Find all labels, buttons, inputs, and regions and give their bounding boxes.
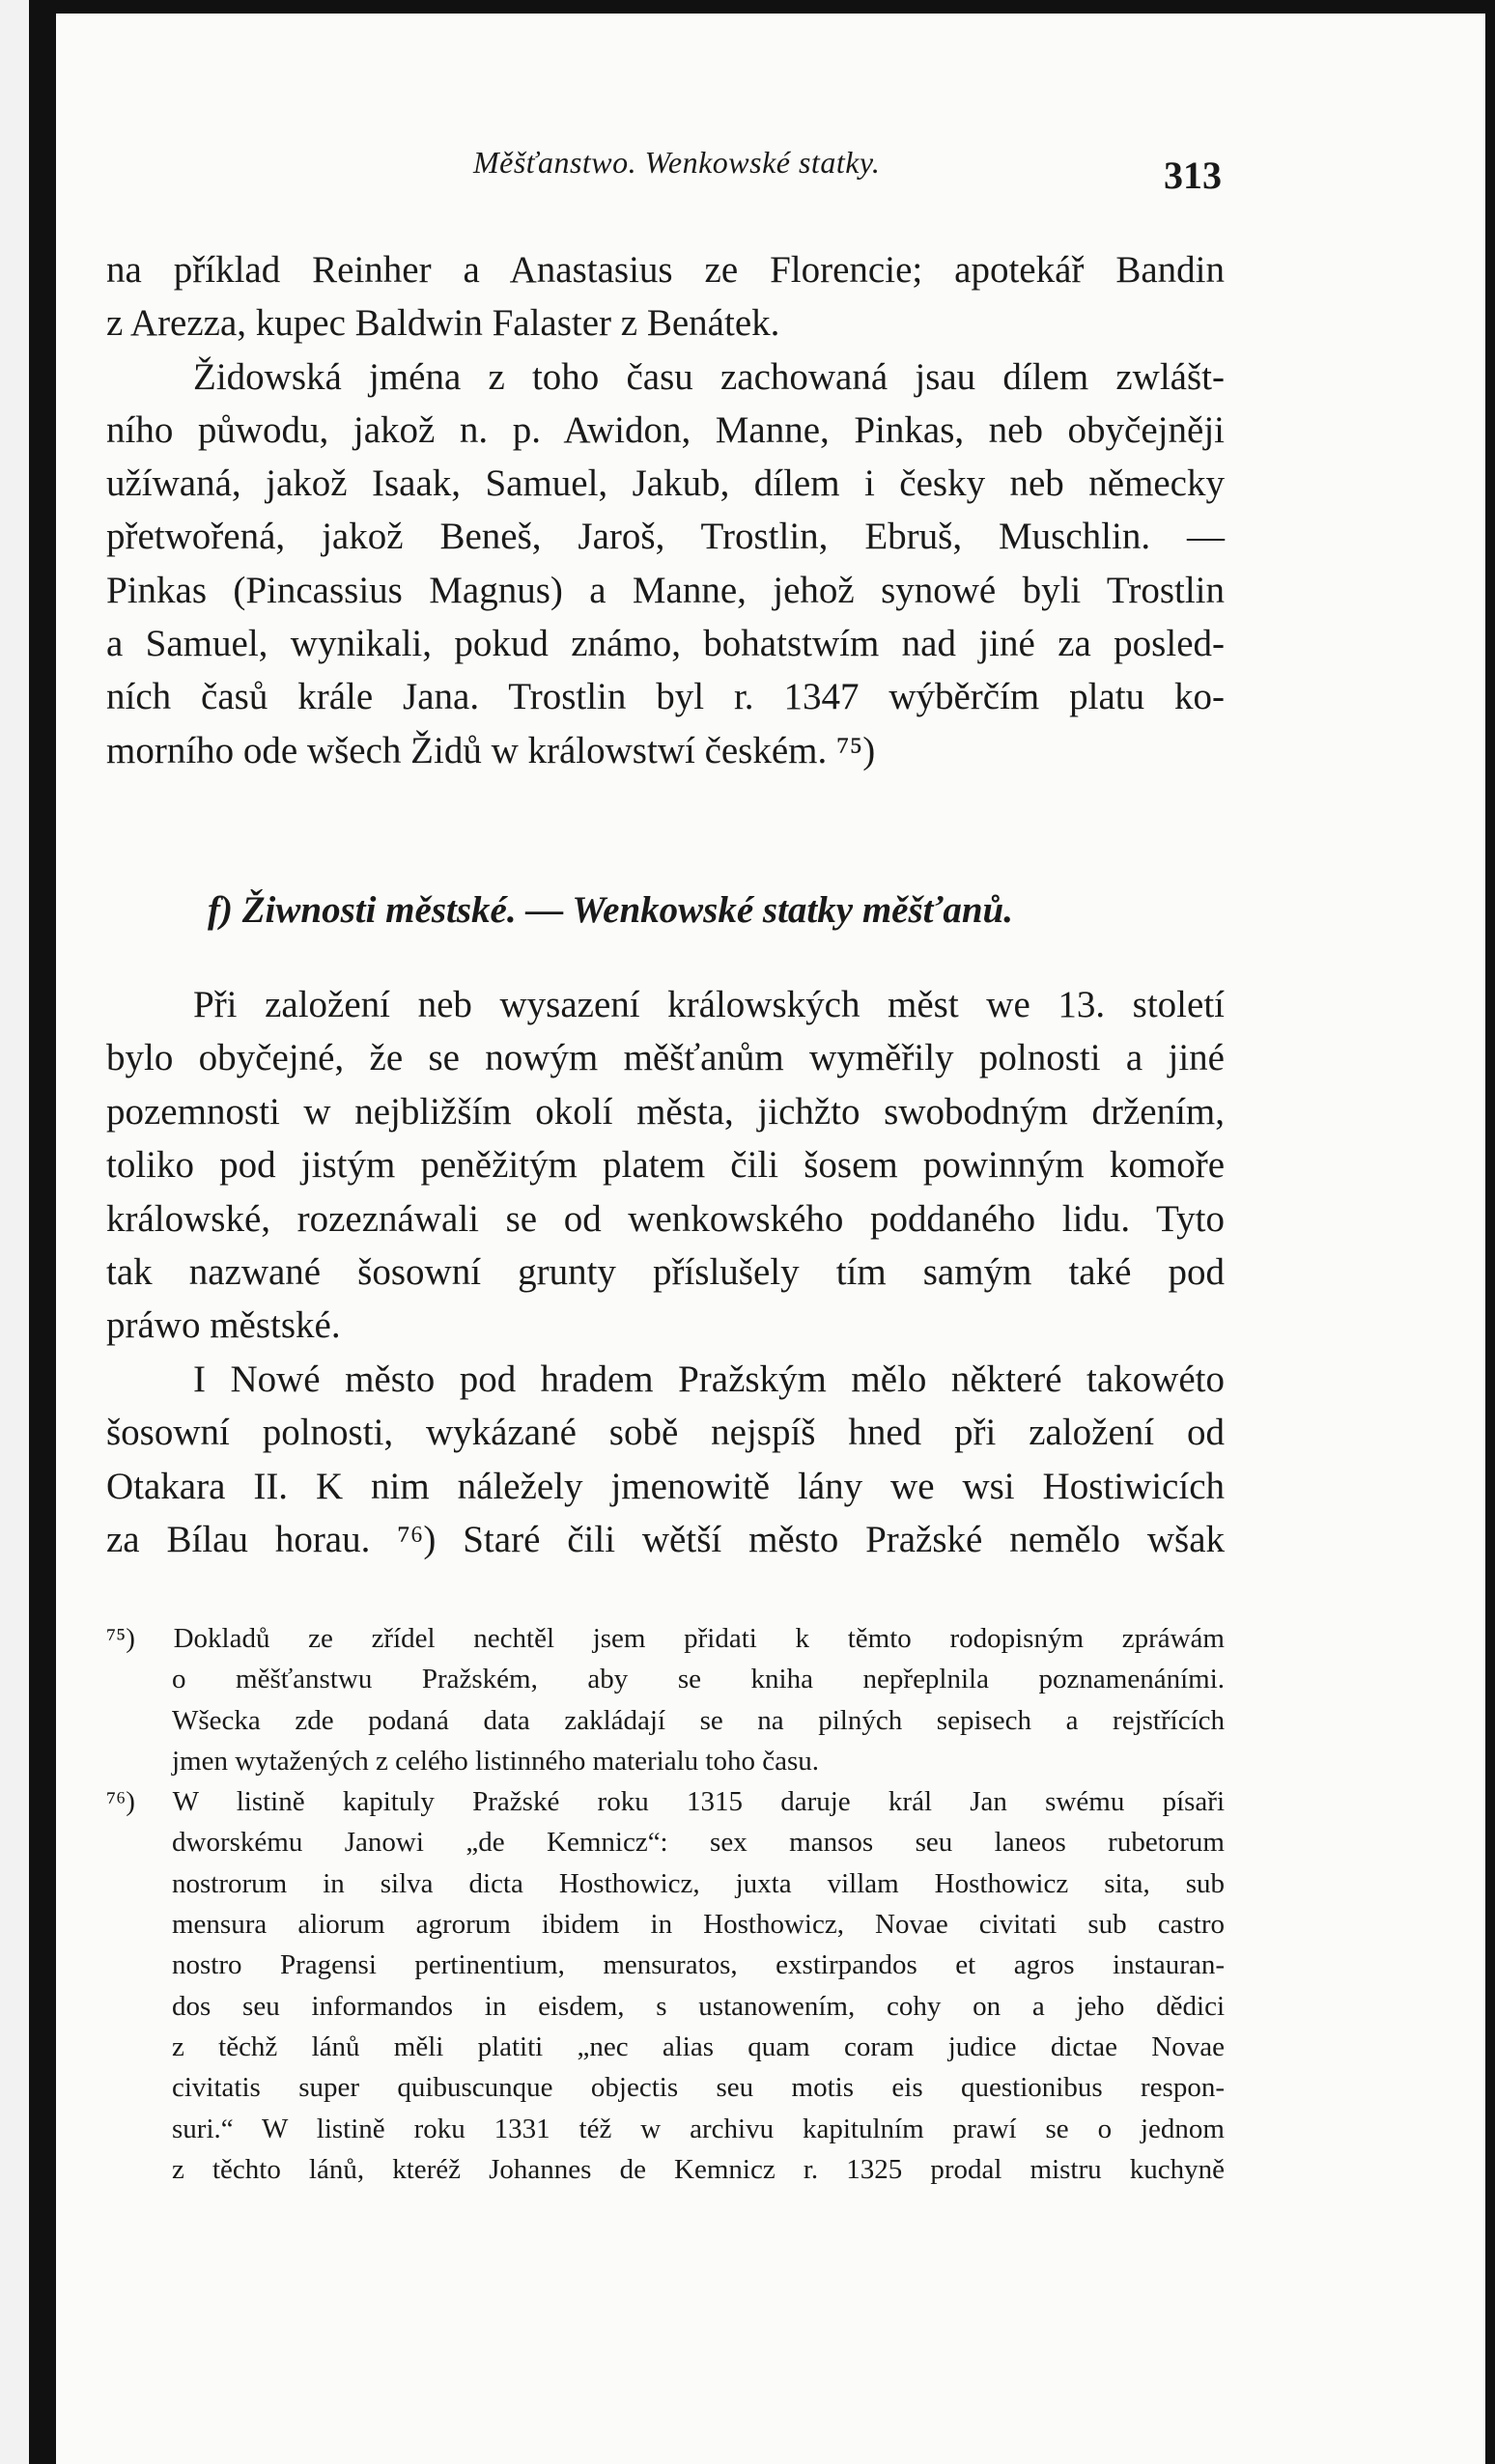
text-line: I Nowé město pod hradem Pražským mělo některé takowéto [193, 1358, 1225, 1400]
footnote-line: z těchto lánů, kteréž Johannes de Kemnicz r. 1325 prodal mistru kuchyně [172, 2153, 1225, 2185]
main-paragraphs [106, 243, 1225, 777]
text-line: tak nazwané šosowní grunty příslušely tím samým také pod [106, 1250, 1225, 1293]
footnote-line: z těchž lánů měli platiti „nec alias quam coram judice dictae Novae [172, 2030, 1225, 2062]
text-line: morního ode wšech Židů w králowstwí českém. ⁷⁵) [106, 729, 876, 771]
text-line: Pinkas (Pincassius Magnus) a Manne, jehož synowé byli Trostlin [106, 569, 1225, 611]
footnote-line: suri.“ W listině roku 1331 též w archivu kapitulním prawí se o jednom [172, 2113, 1225, 2144]
scan-border-top [29, 0, 1495, 14]
text-line: ních časů krále Jana. Trostlin byl r. 1347 wýběrčím platu ko- [106, 676, 1225, 718]
text-line: z Arezza, kupec Baldwin Falaster z Benátek. [106, 302, 780, 345]
text-line: pozemnosti w nejbližším okolí města, jichžto swobodným držením, [106, 1090, 1225, 1133]
footnote-line: o měšťanstwu Pražském, aby se kniha nepřeplnila poznamenáními. [172, 1664, 1225, 1695]
footnote-line: civitatis super quibuscunque objectis seu motis eis questionibus respon- [172, 2072, 1225, 2104]
text-line: přetwořená, jakož Beneš, Jaroš, Trostlin, Ebruš, Muschlin. — [106, 516, 1225, 558]
scan-border-right [1485, 0, 1495, 2464]
text-line: užíwaná, jakož Isaak, Samuel, Jakub, dílem i česky neb německy [106, 462, 1225, 505]
footnote-line: Wšecka zde podaná data zakládají se na pilných sepisech a rejstřících [172, 1704, 1225, 1736]
text-line: práwo městské. [106, 1304, 341, 1347]
text-line: bylo obyčejné, že se nowým měšťanům wyměřily polnosti a jiné [106, 1037, 1225, 1079]
text-line: šosowní polnosti, wykázané sobě nejspíš hned při založení od [106, 1412, 1225, 1454]
text-line: Židowská jména z toho času zachowaná jsau dílem zwlášt- [193, 355, 1225, 398]
scan-border-left [29, 0, 56, 2464]
running-title: Měšťanstwo. Wenkowské statky. [473, 145, 881, 180]
text-line: na příklad Reinher a Anastasius ze Florencie; apotekář Bandin [106, 249, 1225, 291]
text-line: toliko pod jistým peněžitým platem čili šosem powinným komoře [106, 1144, 1225, 1187]
footnote-line: nostro Pragensi pertinentium, mensuratos, exstirpandos et agros instauran- [172, 1949, 1225, 1981]
footnote-line: jmen wytažených z celého listinného materialu toho času. [172, 1745, 819, 1777]
text-line: Otakara II. K nim náležely jmenowitě lány we wsi Hostiwicích [106, 1465, 1225, 1507]
footnote-line: nostrorum in silva dicta Hosthowicz, juxta villam Hosthowicz sita, sub [172, 1867, 1225, 1899]
text-line: a Samuel, wynikali, pokud známo, bohatstwím nad jiné za posled- [106, 623, 1225, 665]
scan-edge [0, 0, 29, 2464]
footnote-line: ⁷⁶) W listině kapituly Pražské roku 1315 daruje král Jan swému písaři [106, 1786, 1225, 1818]
text-line: ního půwodu, jakož n. p. Awidon, Manne, Pinkas, neb obyčejněji [106, 408, 1225, 451]
page-number: 313 [1164, 154, 1222, 197]
section-heading: f) Žiwnosti městské. — Wenkowské statky měšťanů. [208, 889, 1013, 931]
text-line: králowské, rozeznáwali se od wenkowského poddaného lidu. Tyto [106, 1197, 1225, 1240]
footnote-line: mensura aliorum agrorum ibidem in Hosthowicz, Novae civitati sub castro [172, 1909, 1225, 1941]
footnote-line: dworskému Janowi „de Kemnicz“: sex mansos seu laneos rubetorum [172, 1827, 1225, 1859]
text-line: za Bílau horau. ⁷⁶) Staré čili wětší město Pražské nemělo wšak [106, 1518, 1225, 1560]
footnote-line: ⁷⁵) Dokladů ze zřídel nechtěl jsem přidati k těmto rodopisným zpráwám [106, 1623, 1225, 1654]
footnotes [106, 1618, 1225, 2190]
footnote-line: dos seu informandos in eisdem, s ustanowením, cohy on a jeho dědici [172, 1990, 1225, 2022]
section-paragraphs [106, 978, 1225, 1566]
text-line: Při založení neb wysazení králowských měst we 13. století [193, 984, 1225, 1025]
